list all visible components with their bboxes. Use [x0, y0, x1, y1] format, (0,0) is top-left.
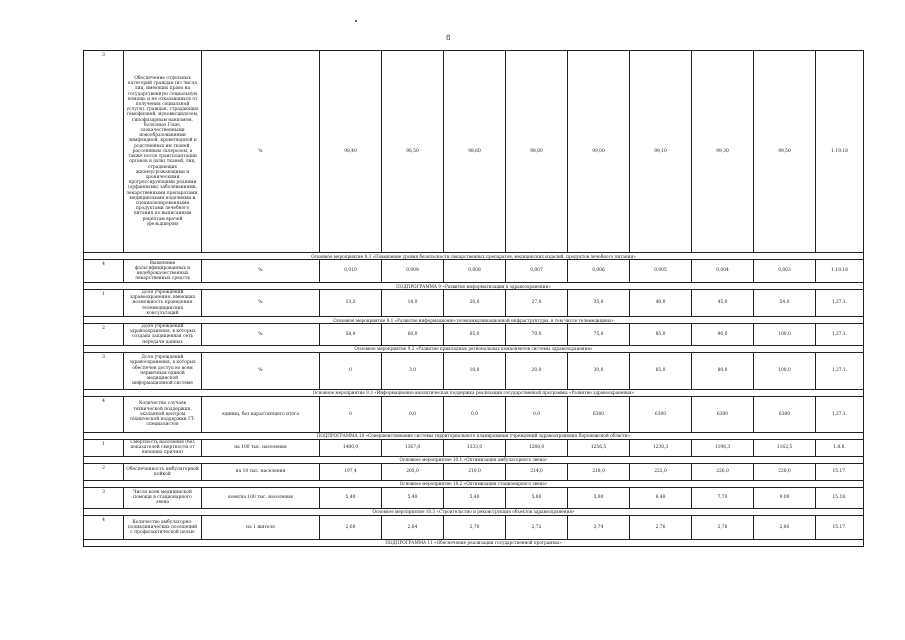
table-row: [84, 260, 864, 283]
value-cell: 100,0: [754, 352, 816, 389]
value-cell: 60,0: [382, 324, 444, 346]
unit-cell: коек/на 100 тыс. населения: [202, 487, 320, 508]
unit-cell: на 1 жителя: [202, 515, 320, 539]
value-cell: 20,0: [444, 290, 506, 317]
indicators-table: [83, 50, 864, 547]
row-number: 4: [84, 260, 124, 283]
unit-cell: %: [202, 290, 320, 317]
section-header-row: [84, 539, 864, 546]
indicator-name: Обеспеченность амбулаторной койкой: [124, 463, 202, 480]
table-row: [84, 515, 864, 539]
indicator-name: Доля учреждений здравоохранения, в которых обеспечен доступ во всем первичным единой медицинской информационной системе: [124, 352, 202, 389]
table-row: [84, 396, 864, 432]
value-cell: 6300: [568, 396, 630, 432]
value-cell: 2,60: [320, 515, 382, 539]
reference-code: 15.18.: [816, 487, 864, 508]
value-cell: 210,0: [444, 463, 506, 480]
reference-code: 1.8.8.: [816, 439, 864, 456]
value-cell: 1288,0: [506, 439, 568, 456]
value-cell: 99,00: [568, 51, 630, 253]
value-cell: 2,76: [630, 515, 692, 539]
indicator-name: Смертность населения (без показателей смертности от внешних причин): [124, 439, 202, 456]
unit-cell: на 100 тыс. населения: [202, 439, 320, 456]
section-header-row: [84, 432, 864, 439]
speck: [355, 20, 357, 22]
value-cell: 0,009: [382, 260, 444, 283]
value-cell: 1196,3: [692, 439, 754, 456]
value-cell: 0,007: [506, 260, 568, 283]
value-cell: 75,0: [568, 324, 630, 346]
value-cell: 0: [320, 396, 382, 432]
reference-code: 1.19.18: [816, 260, 864, 283]
value-cell: 0: [320, 352, 382, 389]
value-cell: 226,0: [692, 463, 754, 480]
value-cell: 27,0: [506, 290, 568, 317]
value-cell: 5,80: [506, 487, 568, 508]
value-cell: 0,008: [444, 260, 506, 283]
value-cell: 90,0: [692, 324, 754, 346]
indicator-name: Количество случаев технической поддержки, оказанной центром технической поддержки ГТ-специалистов: [124, 396, 202, 432]
value-cell: 228,0: [754, 463, 816, 480]
row-number: 3: [84, 51, 124, 253]
value-cell: 98,50: [382, 51, 444, 253]
section-title: Основное мероприятие 10.3 «Строительство и реконструкция объектов здравоохранения»: [84, 508, 864, 515]
table-row: [84, 51, 864, 253]
value-cell: 99,10: [630, 51, 692, 253]
value-cell: 218,0: [568, 463, 630, 480]
reference-code: 15.17.: [816, 463, 864, 480]
value-cell: 65,0: [630, 352, 692, 389]
table-row: [84, 290, 864, 317]
value-cell: 45,0: [692, 290, 754, 317]
table-row: [84, 352, 864, 389]
value-cell: 85,0: [630, 324, 692, 346]
value-cell: 2,70: [444, 515, 506, 539]
value-cell: 98,40: [320, 51, 382, 253]
reference-code: 1.19.18: [816, 51, 864, 253]
indicator-name: Обеспечение отдельных категорий граждан (из числа лиц, имеющих право на государственную социальную помощь и не отказавшихся от получения социальной услуги), граждан, страдающих гемофилией, муковисцидозом, гипофизарным нанизмом, болезнью Гоше, злокачественными новообразованиями лимфоидной, кроветворной и родственных им тканей, рассеянным склерозом, а также после трансплантации органов и (или) тканей, лиц, страдающих жизнеугрожающими и хроническими прогрессирующими редкими (орфанными) заболеваниями, лекарственными препаратами, медицинскими изделиями и специализированными продуктами лечебного питания по выписанным рецептам врачей (фельдшеров): [124, 51, 202, 253]
value-cell: 80,0: [692, 352, 754, 389]
section-title: Основное мероприятие 9.3 «Информационно-аналитическая поддержка реализации государственной программы «Развитие здравоохранения»: [84, 389, 864, 396]
value-cell: 2,78: [692, 515, 754, 539]
reference-code: 1.27.1.: [816, 290, 864, 317]
value-cell: 5,40: [382, 487, 444, 508]
reference-code: 1.27.1.: [816, 352, 864, 389]
unit-cell: %: [202, 352, 320, 389]
value-cell: 14,0: [382, 290, 444, 317]
table-row: [84, 487, 864, 508]
value-cell: 0,0: [506, 396, 568, 432]
unit-cell: %: [202, 51, 320, 253]
section-header-row: [84, 456, 864, 463]
reference-code: 1.27.1.: [816, 324, 864, 346]
section-title: Основное мероприятие 10.2 «Оптимизация стационарного звена»: [84, 480, 864, 487]
indicator-name: Выявление фальсифицированных и недоброкачественных лекарственных средств: [124, 260, 202, 283]
value-cell: 40,0: [630, 290, 692, 317]
value-cell: 5,40: [320, 487, 382, 508]
section-header-row: [84, 283, 864, 290]
value-cell: 1480,0: [320, 439, 382, 456]
section-title: Основное мероприятие 10.1 «Оптимизация амбулаторного звена»: [84, 456, 864, 463]
section-header-row: [84, 480, 864, 487]
value-cell: 222,0: [630, 463, 692, 480]
value-cell: 0,0: [444, 396, 506, 432]
unit-cell: %: [202, 260, 320, 283]
value-cell: 1367,0: [382, 439, 444, 456]
section-header-row: [84, 508, 864, 515]
unit-cell: %: [202, 324, 320, 346]
value-cell: 0,006: [568, 260, 630, 283]
row-number: 3: [84, 352, 124, 389]
value-cell: 6300: [692, 396, 754, 432]
value-cell: 0,0: [382, 396, 444, 432]
value-cell: 7,70: [692, 487, 754, 508]
value-cell: 98,80: [506, 51, 568, 253]
value-cell: 58,9: [320, 324, 382, 346]
value-cell: 0,004: [692, 260, 754, 283]
indicator-name: Доля учреждений здравоохранения, в которых создана защищенная сеть передачи данных: [124, 324, 202, 346]
table-row: [84, 439, 864, 456]
page-number: 8: [446, 34, 451, 42]
row-number: 4: [84, 515, 124, 539]
value-cell: 65,0: [444, 324, 506, 346]
indicator-name: Число коек медицинской помощи в стационарного звена: [124, 487, 202, 508]
value-cell: 205,0: [382, 463, 444, 480]
value-cell: 2,72: [506, 515, 568, 539]
value-cell: 54,0: [754, 290, 816, 317]
section-header-row: [84, 253, 864, 260]
value-cell: 6300: [754, 396, 816, 432]
value-cell: 99,50: [754, 51, 816, 253]
table-row: [84, 324, 864, 346]
value-cell: 5,40: [444, 487, 506, 508]
value-cell: 9,00: [754, 487, 816, 508]
value-cell: 0,010: [320, 260, 382, 283]
section-title: ПОДПРОГРАММА 9 «Развитие информатизации в здравоохранении»: [84, 283, 864, 290]
indicator-name: Доля учреждений здравоохранения, имеющих возможность проведения телемедицинских консультаций: [124, 290, 202, 317]
value-cell: 100,0: [754, 324, 816, 346]
section-title: ПОДПРОГРАММА 10 «Совершенствование системы территориального планирования учреждений здравоохранения Воронежской области»: [84, 432, 864, 439]
table-row: [84, 463, 864, 480]
indicator-name: Количество амбулаторно-поликлинических посещений с профилактической целью: [124, 515, 202, 539]
value-cell: 5,80: [568, 487, 630, 508]
value-cell: 0,005: [630, 260, 692, 283]
value-cell: 2,64: [382, 515, 444, 539]
value-cell: 6300: [630, 396, 692, 432]
value-cell: 30,0: [568, 352, 630, 389]
value-cell: 10,0: [444, 352, 506, 389]
value-cell: 3,0: [382, 352, 444, 389]
reference-code: 15.17.: [816, 515, 864, 539]
section-header-row: [84, 317, 864, 324]
value-cell: 1256,5: [568, 439, 630, 456]
value-cell: 2,74: [568, 515, 630, 539]
value-cell: 98,60: [444, 51, 506, 253]
value-cell: 1230,3: [630, 439, 692, 456]
section-title: Основное мероприятие 9.2 «Развитие прикладных региональных компонентов системы здравоохранения»: [84, 345, 864, 352]
unit-cell: единиц, без нарастающего итога: [202, 396, 320, 432]
value-cell: 35,0: [568, 290, 630, 317]
section-header-row: [84, 389, 864, 396]
row-number: 2: [84, 463, 124, 480]
unit-cell: на 10 тыс. населения: [202, 463, 320, 480]
value-cell: 20,0: [506, 352, 568, 389]
section-title: ПОДПРОГРАММА 11 «Обеспечение реализации государственной программы»: [84, 539, 864, 546]
value-cell: 6,40: [630, 487, 692, 508]
section-title: Основное мероприятие 8.3 «Повышение уровня безопасности лекарственных препаратов, медицинских изделий, продуктов лечебного питания»: [84, 253, 864, 260]
value-cell: 1333,0: [444, 439, 506, 456]
row-number: 4: [84, 396, 124, 432]
row-number: 3: [84, 487, 124, 508]
row-number: 2: [84, 324, 124, 346]
row-number: 1: [84, 439, 124, 456]
value-cell: 2,80: [754, 515, 816, 539]
value-cell: 0,003: [754, 260, 816, 283]
value-cell: 1162,5: [754, 439, 816, 456]
reference-code: 1.27.1.: [816, 396, 864, 432]
section-title: Основное мероприятие 9.1 «Развитие информационно-телекоммуникационной инфраструктуры, в том числе телемедицины»: [84, 317, 864, 324]
row-number: 1: [84, 290, 124, 317]
section-header-row: [84, 345, 864, 352]
value-cell: 70,0: [506, 324, 568, 346]
value-cell: 13,3: [320, 290, 382, 317]
value-cell: 214,0: [506, 463, 568, 480]
value-cell: 197,4: [320, 463, 382, 480]
value-cell: 99,30: [692, 51, 754, 253]
